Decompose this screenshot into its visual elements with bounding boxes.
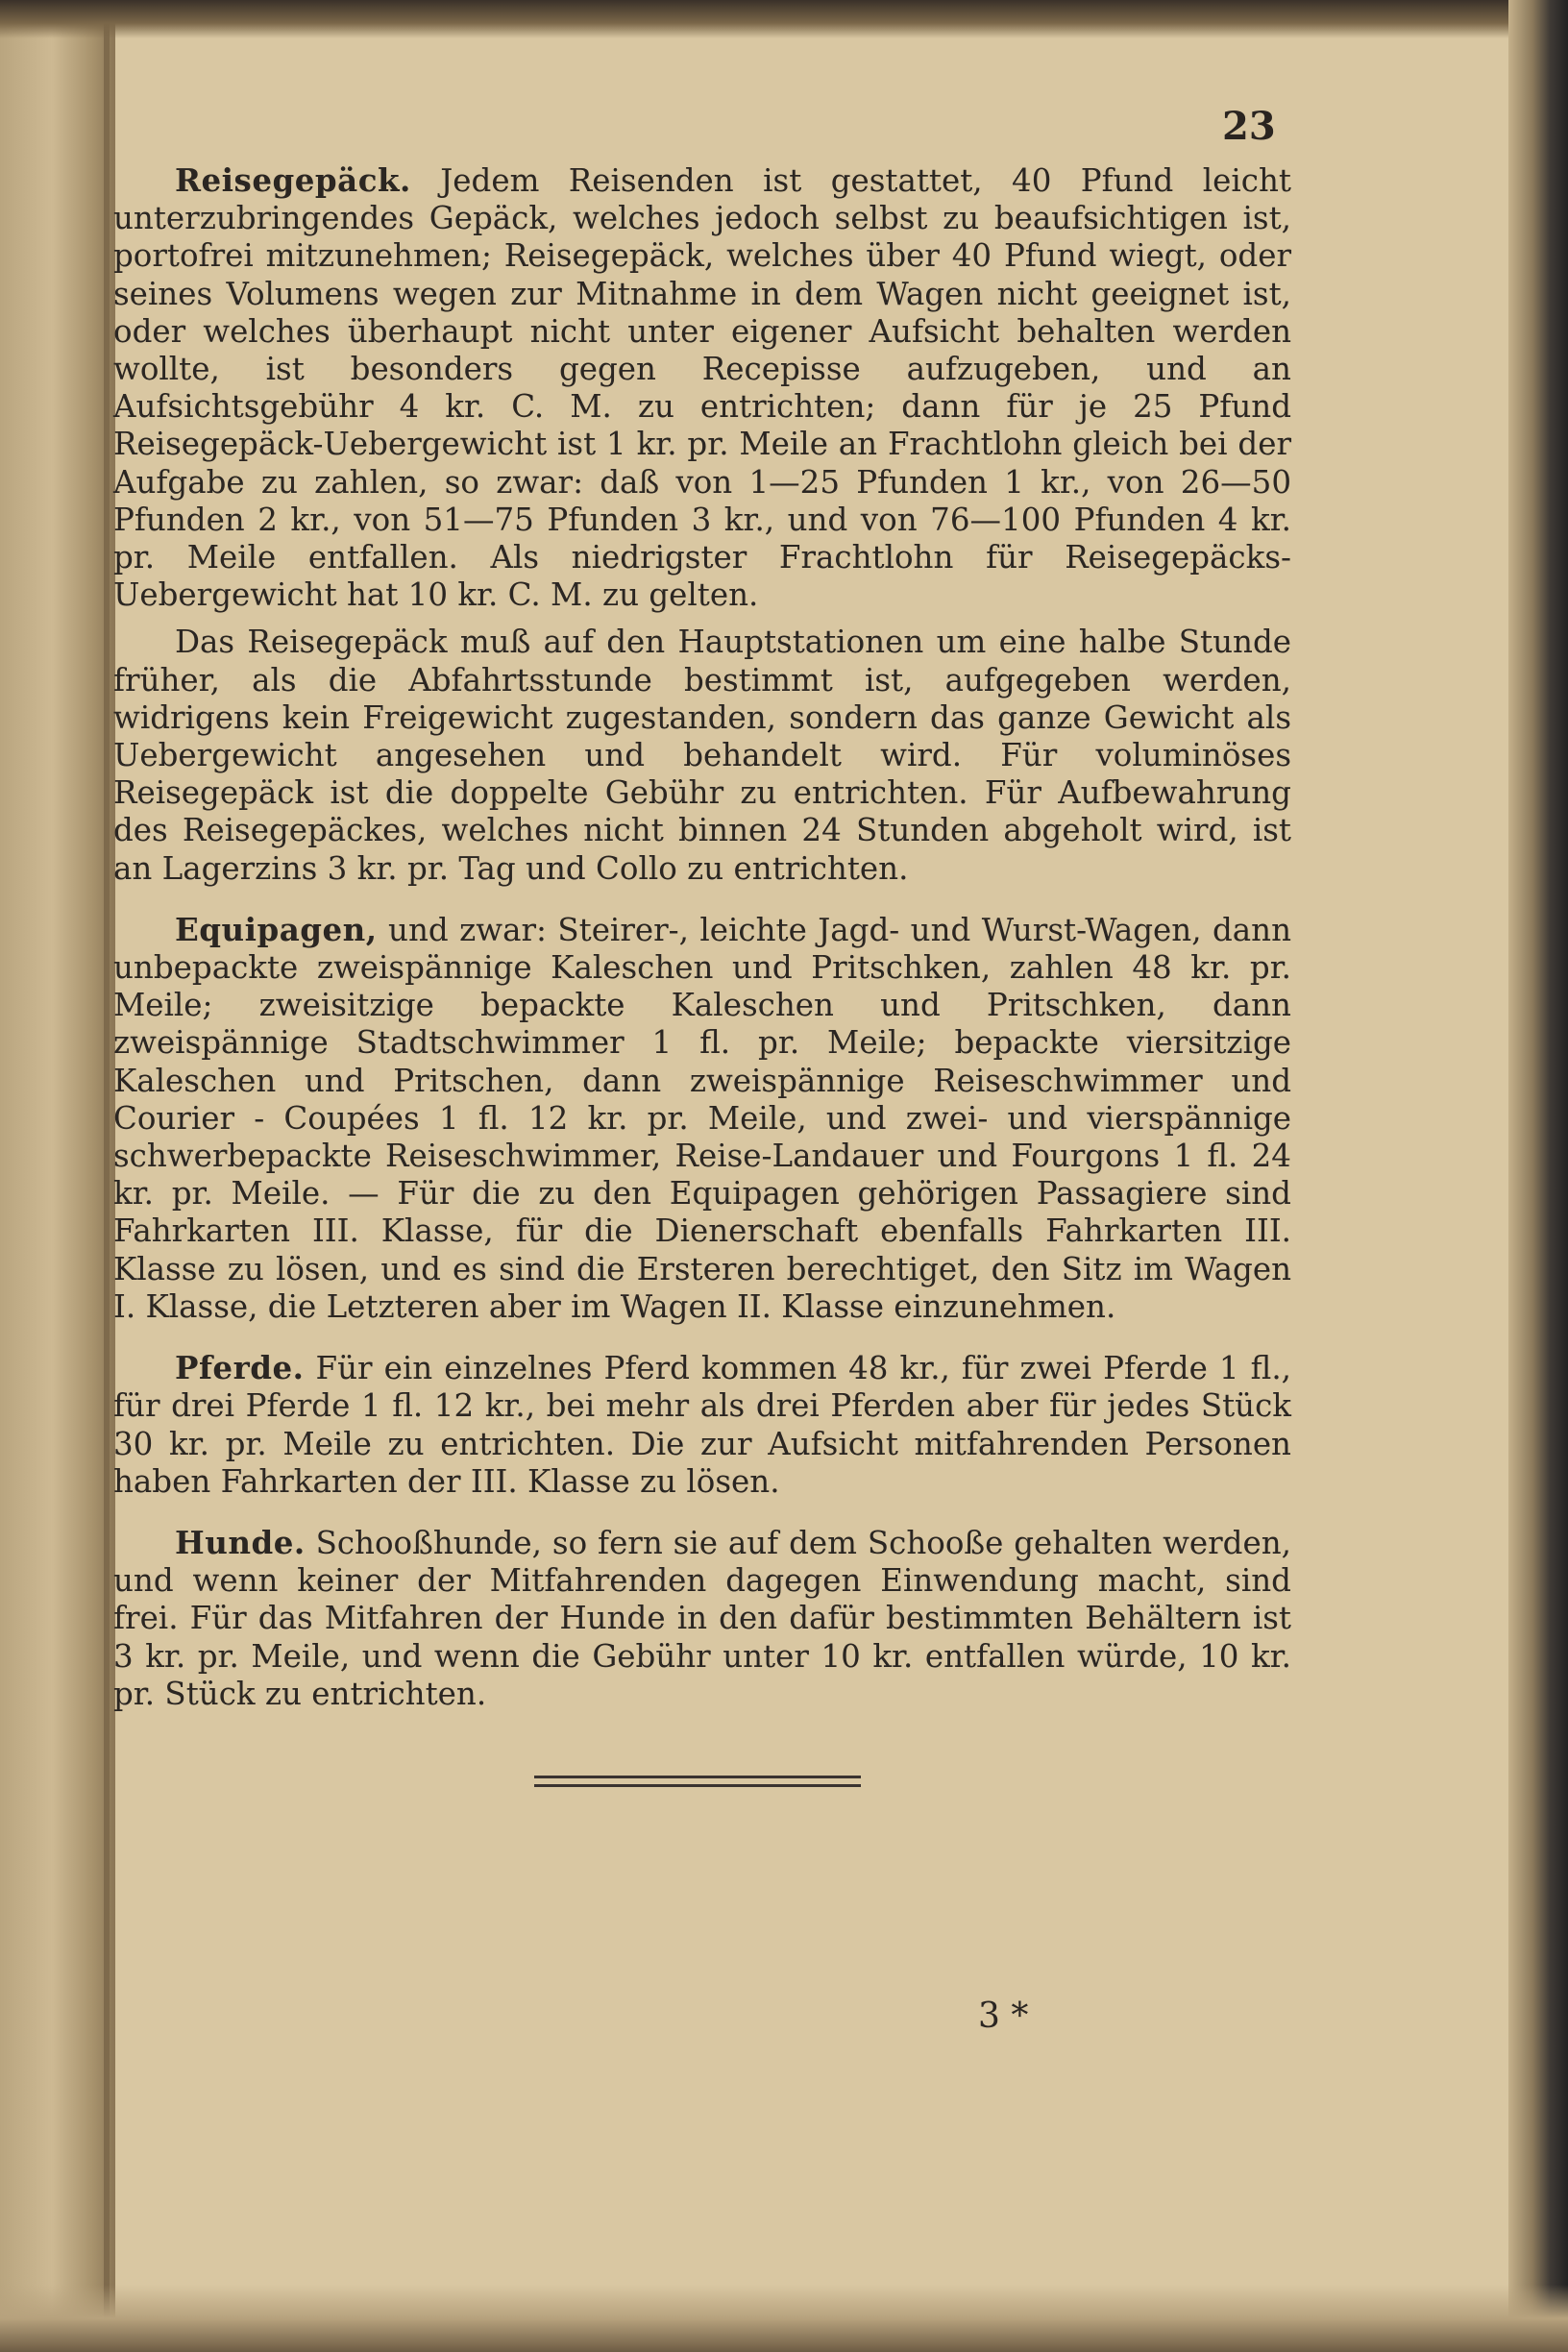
section-hunde <box>113 1524 1291 1713</box>
rule-line-top <box>534 1776 861 1778</box>
section-text: Jedem Reisenden ist gestattet, 40 Pfund leicht unterzubringendes Gepäck, welches jedoch selbst zu beaufsichtigen ist, portofrei mitzunehmen; Reisegepäck, welches über 40 Pfund wiegt, oder seines Volumens wegen zur Mitnahme in dem Wagen nicht geeignet ist, oder welches überhaupt nicht unter eigener Aufsicht behalten werden wollte, ist besonders gegen Recepisse aufzugeben, und an Aufsichtsgebühr 4 kr. C. M. zu entrichten; dann für je 25 Pfund Reisegepäck-Uebergewicht ist 1 kr. pr. Meile an Frachtlohn gleich bei der Aufgabe zu zahlen, so zwar: daß von 1—25 Pfunden 1 kr., von 26—50 Pfunden 2 kr., von 51—75 Pfunden 3 kr., und von 76—100 Pfunden 4 kr. pr. Meile entfallen. Als niedrigster Frachtlohn für Reisegepäcks-Uebergewicht hat 10 kr. C. M. zu gelten. <box>113 162 1291 614</box>
section-equipagen <box>113 911 1291 1326</box>
section-reisegepaeck-continued <box>113 624 1291 887</box>
section-heading: Reisegepäck. <box>175 161 411 199</box>
binding-fold <box>104 0 110 2352</box>
section-heading: Hunde. <box>175 1523 306 1561</box>
book-cover-edge <box>1508 0 1568 2352</box>
section-pferde <box>113 1349 1291 1501</box>
top-page-edge <box>0 0 1568 38</box>
bottom-page-edge <box>0 2285 1568 2352</box>
section-text: Das Reisegepäck muß auf den Hauptstationen um eine halbe Stunde früher, als die Abfahrtsstunde bestimmt ist, aufgegeben werden, widrigens kein Freigewicht zugestanden, sondern das ganze Gewicht als Uebergewicht angesehen und behandelt wird. Für voluminöses Reisegepäck ist die doppelte Gebühr zu entrichten. Für Aufbewahrung des Reisegepäckes, welches nicht binnen 24 Stunden abgeholt wird, ist an Lagerzins 3 kr. pr. Tag und Collo zu entrichten. <box>113 624 1291 887</box>
rule-line-bottom <box>534 1784 861 1787</box>
section-text: und zwar: Steirer-, leichte Jagd- und Wurst-Wagen, dann unbepackte zweispännige Kaleschen und Pritschken, zahlen 48 kr. pr. Meile; zweisitzige bepackte Kaleschen und Pritschken, dann zweispännige Stadtschwimmer 1 fl. pr. Meile; bepackte viersitzige Kaleschen und Pritschen, dann zweispännige Reiseschwimmer und Courier - Coupées 1 fl. 12 kr. pr. Meile, und zwei- und vierspännige schwerbepackte Reiseschwimmer, Reise-Landauer und Fourgons 1 fl. 24 kr. pr. Meile. — Für die zu den Equipagen gehörigen Passagiere sind Fahrkarten III. Klasse, für die Dienerschaft ebenfalls Fahrkarten III. Klasse zu lösen, und es sind die Ersteren berechtiget, den Sitz im Wagen I. Klasse, die Letzteren aber im Wagen II. Klasse einzunehmen. <box>113 911 1291 1325</box>
printer-signature-mark: 3 * <box>978 1997 1029 2036</box>
page-gutter <box>0 0 115 2352</box>
page-number: 23 <box>1222 104 1276 149</box>
section-text: Schooßhunde, so fern sie auf dem Schooße gehalten werden, und wenn keiner der Mitfahrenden dagegen Einwendung macht, sind frei. Für das Mitfahren der Hunde in den dafür bestimmten Behältern ist 3 kr. pr. Meile, und wenn die Gebühr unter 10 kr. entfallen würde, 10 kr. pr. Stück zu entrichten. <box>113 1524 1291 1712</box>
closing-double-rule <box>534 1776 861 1789</box>
section-text: Für ein einzelnes Pferd kommen 48 kr., für zwei Pferde 1 fl., für drei Pferde 1 fl. 12 kr., bei mehr als drei Pferden aber für jedes Stück 30 kr. pr. Meile zu entrichten. Die zur Aufsicht mitfahrenden Personen haben Fahrkarten der III. Klasse zu lösen. <box>113 1350 1291 1500</box>
section-heading: Equipagen, <box>175 910 378 948</box>
section-heading: Pferde. <box>175 1349 305 1387</box>
section-reisegepaeck <box>113 161 1291 614</box>
body-text <box>113 161 1291 1723</box>
